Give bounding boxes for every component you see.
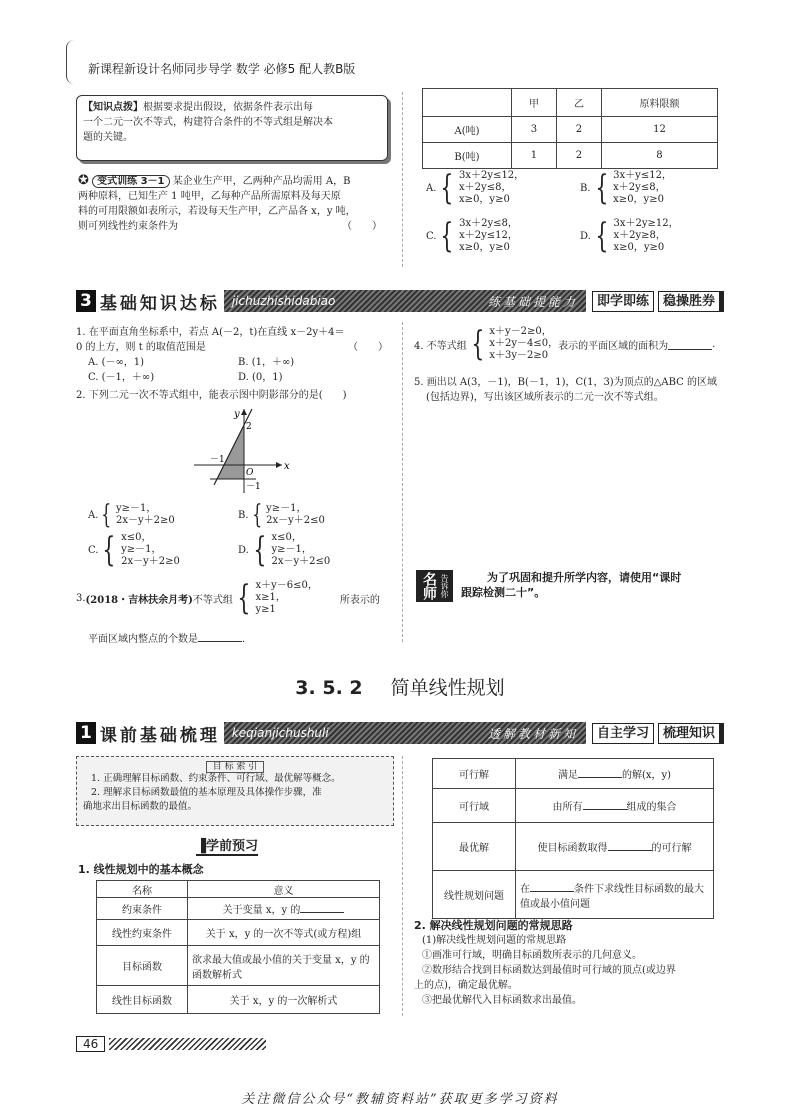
- question-3: 3. (2018・吉林扶余月考) 不等式组 { x＋y－6≤0， x≥1， y≥1 所表示的: [76, 578, 380, 618]
- option-b: B. { 3x＋y≤12， x＋2y≤8， x≥0，y≥0: [580, 168, 672, 208]
- choice-d: D. (0，1): [238, 372, 283, 383]
- chapter-heading: [0, 673, 800, 700]
- section-title: 基础知识达标: [99, 293, 220, 314]
- table-cell: 3: [512, 117, 557, 143]
- question-1: [76, 325, 394, 385]
- section-slogan: 练基础提能力: [487, 294, 578, 309]
- answer-blank: [608, 839, 652, 851]
- q2-option-d: D. { x≤0， y≥－1， 2x－y＋2≤0: [238, 530, 331, 570]
- table-cell: 关于 x，y 的一次不等式(或方程)组: [188, 920, 380, 946]
- question-4: 4. 不等式组 { x＋y－2≥0， x＋2y－4≤0， x＋3y－2≥0 表示的平面区域的面积为 .: [414, 324, 716, 364]
- section-slogan: 透解教材新知: [487, 726, 578, 741]
- table-cell: 1: [512, 143, 557, 169]
- option-c: C. { 3x＋2y≤8， x＋2y≤12， x≥0，y≥0: [426, 216, 518, 256]
- answer-blank: [668, 338, 712, 350]
- page-header-title: 新课程新设计名师同步导学 数学 必修5 配人教B版: [88, 62, 356, 76]
- question-5: [414, 375, 717, 405]
- resource-table: [422, 88, 718, 169]
- section-pinyin: jichuzhishidabiao: [231, 294, 336, 308]
- section-tag: 自主学习: [592, 723, 654, 744]
- table-cell: 线性目标函数: [97, 986, 188, 1014]
- section-banner-1: [76, 722, 724, 744]
- variant-training: [78, 173, 396, 234]
- question-text: (包括边界)，写出该区域所表示的二元一次不等式组。: [426, 392, 664, 403]
- table-cell: 关于变量 x，y 的: [188, 898, 380, 920]
- question-text: 1. 在平面直角坐标系中，若点 A(－2，t)在直线 x－2y＋4＝: [76, 327, 345, 338]
- page-number: 46: [76, 1036, 105, 1052]
- table-cell: 2: [556, 143, 601, 169]
- variant-badge: 变式训练 3－1: [92, 175, 169, 188]
- table-cell: 2: [556, 117, 601, 143]
- goal-item: 确地求出目标函数的最值。: [83, 801, 198, 812]
- knowledge-tip-label: 【知识点拨】: [83, 102, 143, 113]
- solve-sub: (1)解决线性规划问题的常规思路: [422, 935, 567, 946]
- teacher-text: 为了巩固和提升所学内容，请使用“课时: [487, 571, 682, 584]
- left-bracket: [66, 40, 75, 84]
- answer-blank: [583, 798, 627, 810]
- table-cell: 在 条件下求线性目标函数的最大值或最小值问题: [516, 871, 714, 919]
- teacher-tip: [416, 570, 722, 602]
- choice-c: C. (－1，＋∞): [88, 372, 155, 383]
- teacher-text: 跟踪检测二十”。: [461, 586, 546, 599]
- answer-blank: [578, 766, 622, 778]
- solve-section: [414, 918, 724, 1008]
- table-cell: 8: [601, 143, 717, 169]
- tick-label: －1: [210, 455, 225, 465]
- tick-label: 2: [246, 422, 252, 432]
- preview-heading: ▐学前预习: [196, 835, 258, 856]
- table-header: [423, 89, 512, 117]
- goals-box: [76, 756, 394, 826]
- answer-paren: （ ）: [348, 342, 388, 353]
- option-a: A. { 3x＋2y≤12， x＋2y≤8， x≥0，y≥0: [426, 168, 525, 208]
- y-axis-label: y: [234, 409, 240, 420]
- column-divider: [402, 92, 403, 267]
- bookmark-icon: ▐: [196, 839, 206, 854]
- section-number: 3: [76, 290, 96, 312]
- table-header: 乙: [556, 89, 601, 117]
- page-number-stripe: [109, 1038, 266, 1050]
- page-number-bar: [76, 1035, 266, 1053]
- choice-a: A. (－∞，1): [88, 357, 145, 368]
- table-cell: 可行解: [433, 759, 516, 789]
- table-cell: 最优解: [433, 823, 516, 871]
- choice-b: B. (1，＋∞): [238, 357, 295, 368]
- answer-blank: [300, 901, 344, 913]
- goal-item: 1. 正确理解目标函数、约束条件、可行域、最优解等概念。: [91, 773, 341, 784]
- table-cell: 满足 的解(x，y): [516, 759, 714, 789]
- table-cell: 约束条件: [97, 898, 188, 920]
- knowledge-tip-text: 一个二元一次不等式，构建符合条件的不等式组是解决本: [83, 117, 333, 128]
- table-cell: 欲求最大值或最小值的关于变量 x，y 的函数解析式: [188, 946, 380, 986]
- solve-step: ③把最优解代入目标函数求出最值。: [422, 995, 582, 1006]
- section-banner-3: [76, 290, 724, 312]
- q2-option-b: B. { y≥－1， 2x－y＋2≤0: [238, 500, 325, 530]
- table-cell: A(吨): [423, 117, 512, 143]
- section-tag: 稳操胜券: [658, 291, 724, 312]
- question-3-line2: 平面区域内整点的个数是 .: [88, 630, 245, 647]
- table-cell: 关于 x，y 的一次解析式: [188, 986, 380, 1014]
- variant-text: 则可列线性约束条件为: [78, 221, 178, 232]
- table-cell: 使目标函数取得 的可行解: [516, 823, 714, 871]
- column-divider: [402, 322, 403, 642]
- table-cell: B(吨): [423, 143, 512, 169]
- star-icon: ✪: [78, 173, 89, 188]
- table-cell: 目标函数: [97, 946, 188, 986]
- origin-label: O: [246, 468, 254, 478]
- chapter-title: 简单线性规划: [390, 677, 505, 699]
- table-header: 意义: [188, 881, 380, 898]
- section-number: 1: [76, 722, 96, 744]
- answer-blank: [530, 880, 574, 892]
- arrow-icon: [276, 462, 282, 468]
- arrow-icon: [241, 409, 247, 415]
- question-text: 5. 画出以 A(3，－1)，B(－1，1)，C(1，3)为顶点的△ABC 的区域: [414, 377, 717, 388]
- variant-text: 两种原料，已知生产 1 吨甲，乙每种产品所需原料及每天原: [78, 191, 341, 202]
- column-divider: [402, 756, 403, 1016]
- concept-heading: 1. 线性规划中的基本概念: [78, 863, 204, 876]
- x-axis-label: x: [284, 461, 290, 472]
- knowledge-tip-text: 题的关键。: [83, 132, 133, 143]
- goal-item: 2. 理解求目标函数最值的基本原理及具体操作步骤，准: [91, 787, 322, 798]
- concept-table: [96, 880, 380, 1014]
- section-slogan-bar: [224, 290, 586, 312]
- variant-text: 某企业生产甲，乙两种产品均需用 A，B: [172, 176, 351, 187]
- knowledge-tip-text: 根据要求提出假设，依据条件表示出每: [143, 102, 313, 113]
- answer-paren: （ ）: [342, 221, 382, 232]
- answer-blank: [198, 630, 242, 642]
- footer-watermark: 关注微信公众号“教辅资料站”获取更多学习资料: [241, 1092, 559, 1107]
- solve-step: ①画准可行域，明确目标函数所表示的几何意义。: [422, 950, 642, 961]
- q2-option-c: C. { x≤0， y≥－1， 2x－y＋2≥0: [88, 530, 180, 570]
- question-source: (2018・吉林扶余月考): [85, 594, 193, 606]
- table-cell: 12: [601, 117, 717, 143]
- section-title: 课前基础梳理: [99, 725, 220, 746]
- section-pinyin: keqianjichushuli: [231, 726, 329, 740]
- table-cell: 可行域: [433, 789, 516, 823]
- variant-text: 料的可用限额如表所示，若设每天生产甲，乙产品各 x，y 吨，: [78, 206, 356, 217]
- knowledge-tip-box: [76, 95, 388, 161]
- teacher-badge: 名师 告诉你: [416, 570, 453, 602]
- section-tag: 梳理知识: [658, 723, 724, 744]
- solve-step: 上的点)，确定最优解。: [414, 980, 518, 991]
- section-tag: 即学即练: [592, 291, 654, 312]
- tick-label: －1: [246, 482, 261, 492]
- option-d: D. { 3x＋2y≥12， x＋2y≥8， x≥0，y≥0: [580, 216, 679, 256]
- table-header: 甲: [512, 89, 557, 117]
- q2-option-a: A. { y≥－1， 2x－y＋2≥0: [88, 500, 175, 530]
- question-text: 0 的上方，则 t 的取值范围是: [76, 342, 206, 353]
- question-2-text: 2. 下列二元一次不等式组中，能表示图中阴影部分的是( ): [76, 390, 347, 401]
- definition-table: [432, 758, 714, 919]
- table-cell: 线性约束条件: [97, 920, 188, 946]
- section-slogan-bar: [224, 722, 586, 744]
- goals-title: 目 标 索 引: [206, 761, 265, 773]
- solve-heading: 2. 解决线性规划问题的常规思路: [414, 919, 573, 932]
- chapter-number: 3. 5. 2: [295, 677, 363, 699]
- table-header: 原料限额: [601, 89, 717, 117]
- solve-step: ②数形结合找到目标函数达到最值时可行域的顶点(或边界: [422, 965, 676, 976]
- table-cell: 由所有 组成的集合: [516, 789, 714, 823]
- table-cell: 线性规划问题: [433, 871, 516, 919]
- q2-graph: [190, 405, 300, 495]
- table-header: 名称: [97, 881, 188, 898]
